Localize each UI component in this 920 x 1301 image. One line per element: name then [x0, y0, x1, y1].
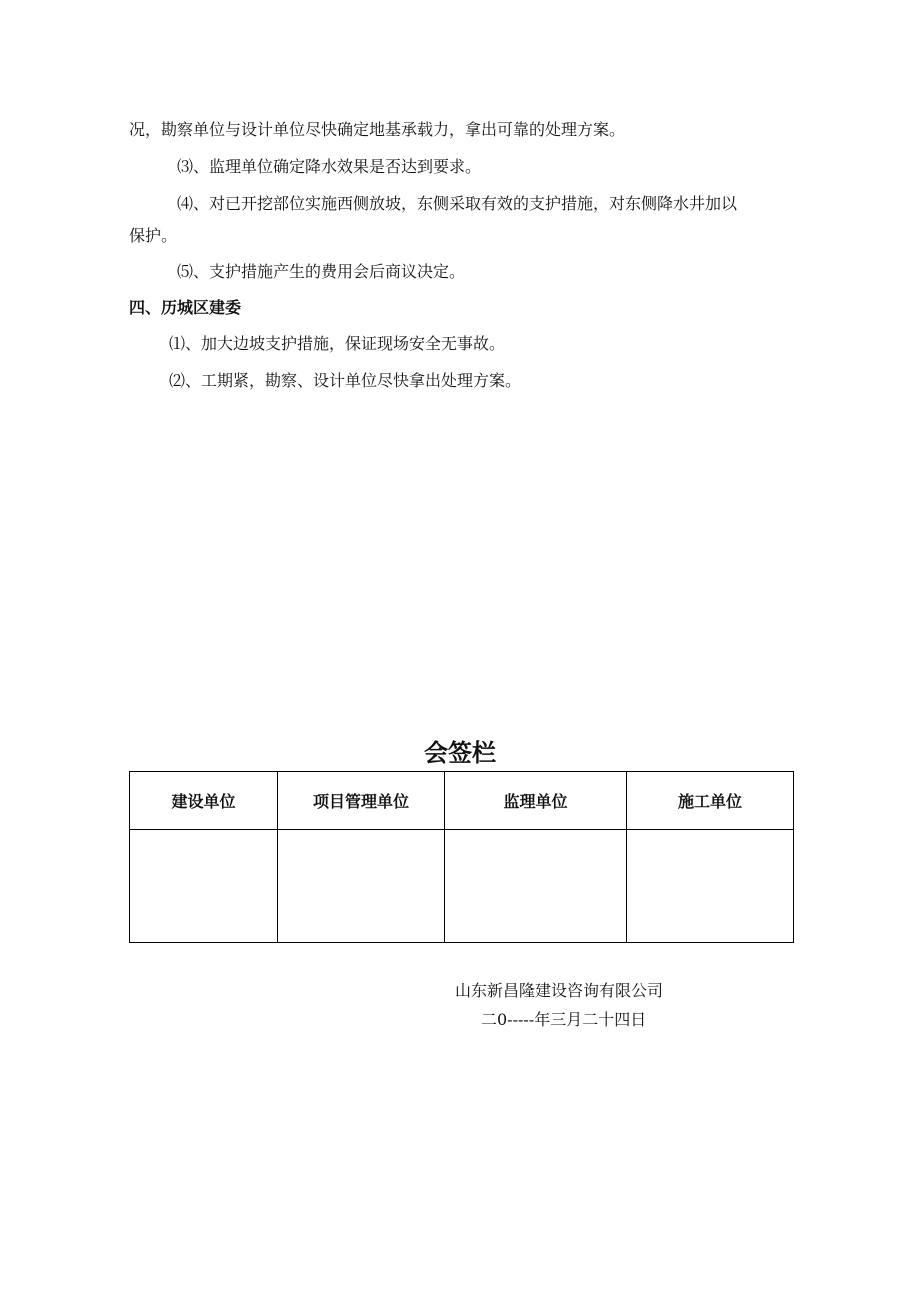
signoff-header-row	[130, 772, 794, 830]
item-4: ⑷、对已开挖部位实施西侧放坡，东侧采取有效的支护措施，对东侧降水井加以	[177, 194, 738, 213]
signature-cell-project-management[interactable]	[278, 830, 445, 943]
signoff-signature-row	[130, 830, 794, 943]
item-5: ⑸、支护措施产生的费用会后商议决定。	[177, 262, 466, 281]
section-item-1: ⑴、加大边坡支护措施，保证现场安全无事故。	[169, 334, 506, 353]
signature-cell-supervision[interactable]	[445, 830, 627, 943]
signoff-title: 会签栏	[424, 739, 496, 767]
column-construction-unit: 建设单位	[130, 772, 278, 830]
column-project-management-unit: 项目管理单位	[278, 772, 445, 830]
section-item-2: ⑵、工期紧，勘察、设计单位尽快拿出处理方案。	[169, 371, 522, 390]
item-4-continuation: 保护。	[129, 226, 178, 245]
signoff-table	[129, 771, 794, 943]
paragraph-continuation: 况，勘察单位与设计单位尽快确定地基承载力，拿出可靠的处理方案。	[129, 120, 626, 139]
item-3: ⑶、监理单位确定降水效果是否达到要求。	[177, 157, 482, 176]
company-name: 山东新昌隆建设咨询有限公司	[455, 981, 664, 1000]
column-contractor-unit: 施工单位	[627, 772, 794, 830]
section-heading: 四、历城区建委	[129, 298, 242, 317]
document-date: 二0-----年三月二十四日	[481, 1010, 647, 1029]
signature-cell-contractor[interactable]	[627, 830, 794, 943]
column-supervision-unit: 监理单位	[445, 772, 627, 830]
signature-cell-construction[interactable]	[130, 830, 278, 943]
